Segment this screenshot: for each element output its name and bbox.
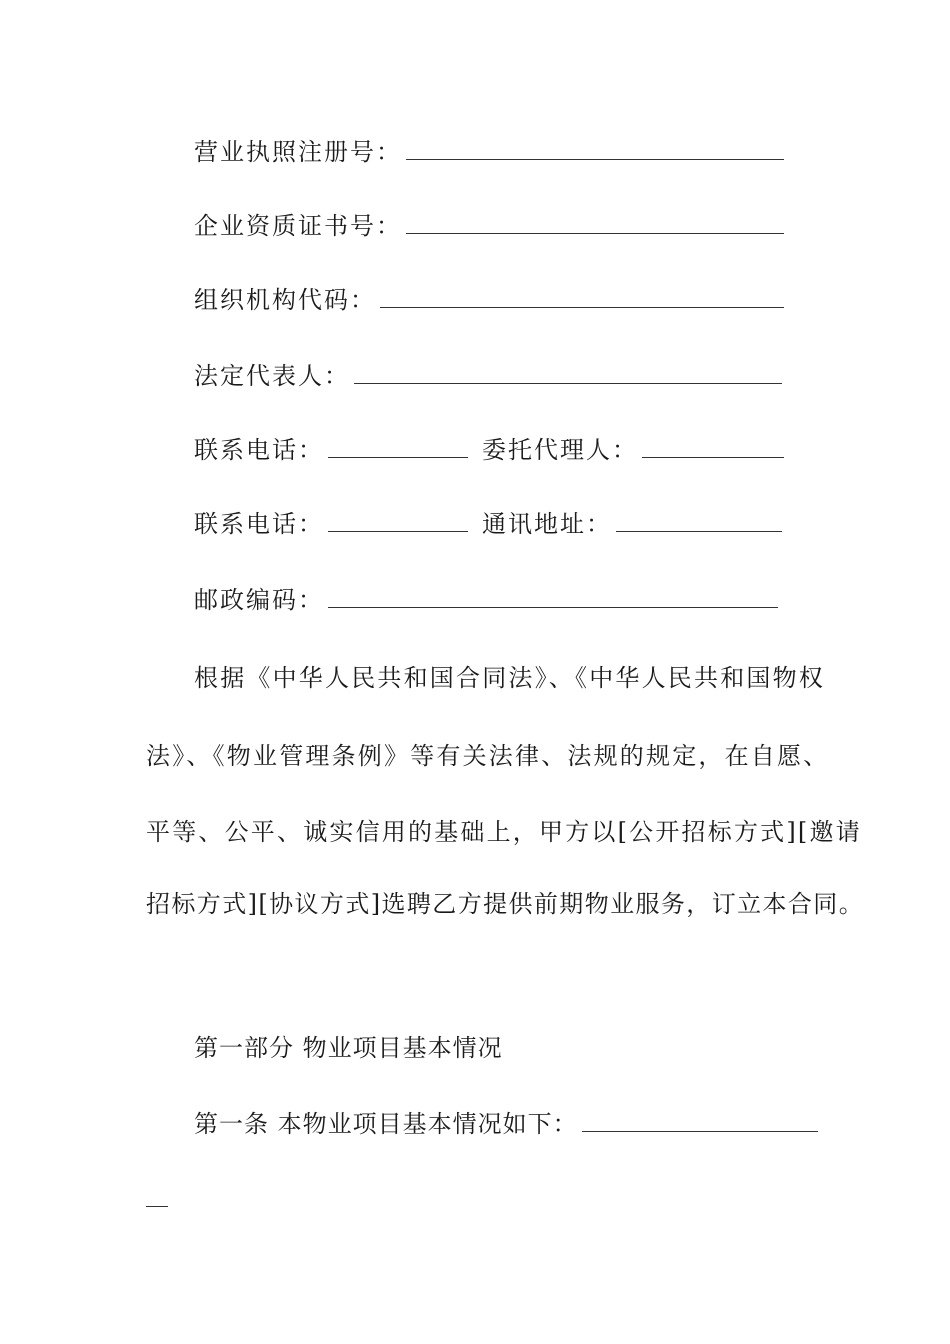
org-code-label: 组织机构代码： [194,286,376,314]
address-label: 通讯地址： [482,510,612,538]
license-no-label: 营业执照注册号： [194,138,402,166]
postcode-row [194,586,778,614]
legal-rep-row [194,362,782,390]
license-no-row [194,138,784,166]
article1-blank-continuation[interactable] [146,1206,168,1207]
legal-rep-label: 法定代表人： [194,362,350,390]
qualification-no-label: 企业资质证书号： [194,212,402,240]
postcode-blank[interactable] [328,587,778,608]
legal-rep-blank[interactable] [354,363,782,384]
phone2-blank[interactable] [328,511,468,532]
postcode-label: 邮政编码： [194,586,324,614]
qualification-no-blank[interactable] [406,213,784,234]
intro-line-1: 根据《中华人民共和国合同法》、《中华人民共和国物权 [194,664,825,692]
intro-line-4: 招标方式][协议方式]选聘乙方提供前期物业服务，订立本合同。 [146,890,865,918]
article1-row [194,1110,818,1138]
phone-address-row [194,510,782,538]
org-code-row [194,286,784,314]
phone1-blank[interactable] [328,437,468,458]
section1-heading: 第一部分 物业项目基本情况 [194,1034,503,1062]
phone-agent-row [194,436,784,464]
license-no-blank[interactable] [406,139,784,160]
agent-blank[interactable] [642,437,784,458]
article1-blank[interactable] [582,1111,818,1132]
qualification-no-row [194,212,784,240]
address-blank[interactable] [616,511,782,532]
phone1-label: 联系电话： [194,436,324,464]
article1-text: 第一条 本物业项目基本情况如下： [194,1110,578,1138]
intro-line-2: 法》、《物业管理条例》等有关法律、法规的规定，在自愿、 [146,742,830,770]
phone2-label: 联系电话： [194,510,324,538]
org-code-blank[interactable] [380,287,784,308]
agent-label: 委托代理人： [482,436,638,464]
intro-line-3: 平等、公平、诚实信用的基础上，甲方以[公开招标方式][邀请 [146,818,862,846]
